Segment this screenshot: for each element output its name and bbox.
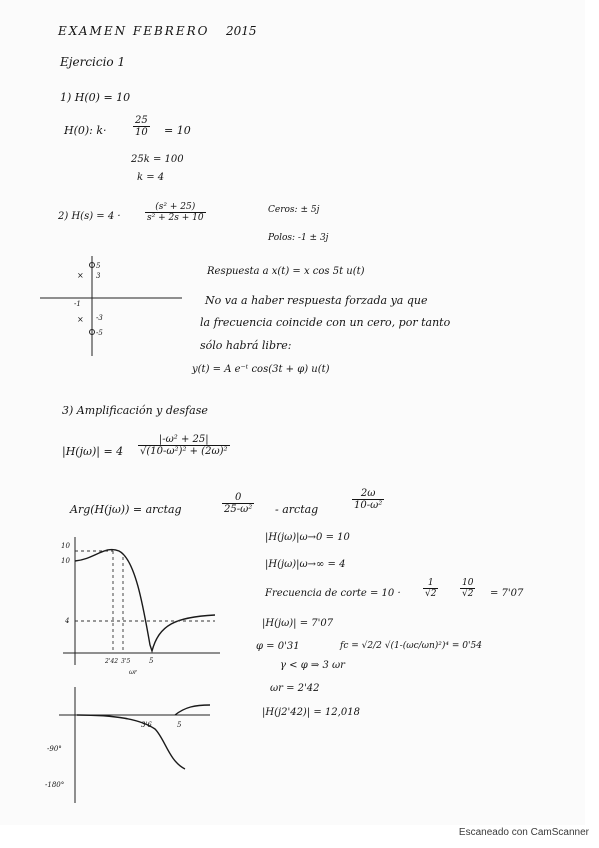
magnitude-den: √(10-ω²)² + (2ω)² [140, 446, 228, 457]
cutoff-fraction-2: $\frac{10}{√2}$ [462, 578, 474, 599]
cutoff-fraction-1: $\frac{1}{√2}$ [425, 578, 437, 599]
arg-lhs: Arg(H(jω)) = arctag [70, 503, 182, 516]
arg-fraction-1 [222, 492, 254, 515]
answer-line-3: sólo habrá libre: [200, 339, 292, 352]
arg-den-2: 10-ω² [354, 500, 383, 511]
mag-label-5: 5 [149, 657, 154, 665]
result-h0: |H(jω)|ω→0 = 10 [265, 532, 350, 543]
phase-label-36: 3'6 [141, 721, 152, 729]
phase-label-m90: -90° [47, 745, 62, 753]
phase-label-5: 5 [177, 721, 182, 729]
svg-text:×: × [77, 315, 84, 324]
part1-line-3: 25k = 100 [131, 154, 184, 165]
svg-text:×: × [77, 271, 84, 280]
arg-mid: - arctag [275, 503, 319, 516]
poles-text: Polos: -1 ± 3j [268, 233, 329, 243]
result-phi: φ = 0'31 [256, 641, 300, 652]
result-hjw: |H(jω)| = 7'07 [262, 618, 334, 629]
phase-label-m180: -180° [45, 781, 65, 789]
result-hinf: |H(jω)|ω→∞ = 4 [265, 559, 346, 570]
part2-frac-num: (s² + 25) [145, 202, 206, 213]
answer-line-1: No va a haber respuesta forzada ya que [205, 294, 428, 307]
part1-line-2: = 10 [164, 124, 191, 137]
pz-label-m5: -5 [96, 329, 103, 337]
arg-den-1: 25-ω² [224, 504, 253, 515]
mag-label-4: 4 [65, 617, 70, 625]
exam-year: 2015 [226, 24, 257, 38]
answer-formula: y(t) = A e⁻ᵗ cos(3t + φ) u(t) [192, 364, 330, 375]
arg-num-1: 0 [222, 492, 254, 504]
mag-label-10b: 10 [61, 557, 70, 565]
arg-num-2: 2ω [352, 488, 384, 500]
fc-expression: fc = √2/2 √(1-(ωc/ωn)²)⁴ = 0'54 [340, 641, 482, 651]
part2-frac-den: s² + 2s + 10 [147, 213, 204, 223]
part1-fraction [133, 115, 150, 138]
pz-label-5: 5 [96, 262, 101, 270]
magnitude-fraction [138, 434, 230, 457]
mag-label-10a: 10 [61, 542, 70, 550]
part1-frac-num: 25 [135, 115, 148, 126]
part2-fraction [145, 202, 206, 223]
camscanner-watermark: Escaneado con CamScanner [458, 827, 589, 838]
result-wr: ωr = 2'42 [270, 683, 320, 694]
part1-label: 1) H(0) = 10 [60, 91, 131, 104]
phase-graph [45, 685, 215, 805]
mag-label-35: 3'5 [121, 658, 131, 665]
magnitude-num: |-ω² + 25| [138, 434, 230, 446]
exam-title: EXAMEN FEBRERO [58, 24, 210, 38]
mag-label-242: 2'42 [105, 658, 119, 665]
part3-label: 3) Amplificación y desfase [62, 404, 208, 417]
answer-line-2: la frecuencia coincide con un cero, por tanto [200, 316, 451, 329]
result-hj242: |H(j2'42)| = 12,018 [262, 707, 360, 718]
mag-label-wr: ωr [129, 669, 137, 676]
exercise-title: Ejercicio 1 [60, 55, 126, 69]
magnitude-graph [55, 535, 225, 680]
pz-label-m1: -1 [74, 300, 81, 308]
zeros-text: Ceros: ± 5j [268, 205, 320, 215]
magnitude-lhs: |H(jω)| = 4 [62, 445, 124, 458]
part2-label: 2) H(s) = 4 · [58, 211, 121, 222]
part1-line-4: k = 4 [137, 172, 165, 183]
pole-zero-plot [36, 252, 186, 362]
part1-line-1: H(0): k· [64, 124, 107, 137]
result-cutoff: Frecuencia de corte = 10 · [265, 588, 401, 599]
part1-frac-den: 10 [135, 127, 148, 138]
pz-label-m3: -3 [96, 314, 103, 322]
cutoff-tail: = 7'07 [490, 588, 524, 599]
arg-fraction-2 [352, 488, 384, 511]
pz-label-3: 3 [96, 272, 101, 280]
answer-title: Respuesta a x(t) = x cos 5t u(t) [207, 266, 365, 277]
result-gamma: γ < φ ⇒ 3 ωr [280, 660, 345, 671]
